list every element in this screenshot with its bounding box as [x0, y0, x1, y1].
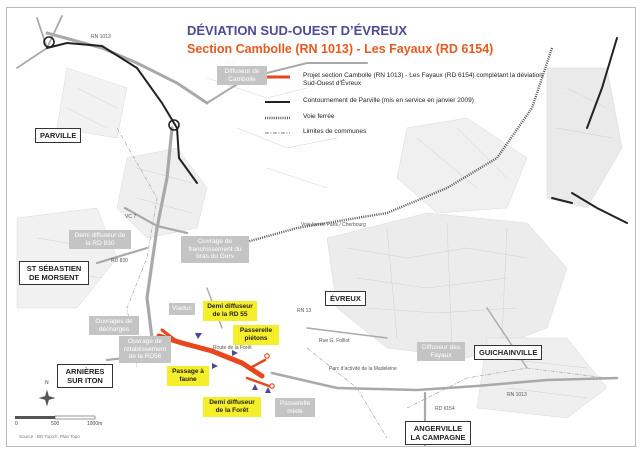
marker-faune [212, 363, 218, 369]
label-diffuseur-fayaux: Diffuseur des Fayaux [417, 342, 465, 361]
road-label-parc-activite: Parc d’activité de la Madeleine [329, 366, 397, 372]
legend-item-project: Projet section Cambolle (RN 1013) - Les Fayaux (RD 6154) complétant la déviation Sud-Ouest d’Évreux [303, 72, 543, 87]
label-demi-diffuseur-rd830: Demi diffuseur de la RD 830 [69, 230, 131, 249]
place-st-sebastien: ST SÉBASTIEN DE MORSENT [19, 261, 89, 285]
label-demi-diffuseur-rd55: Demi diffuseur de la RD 55 [203, 301, 257, 321]
legend-item-limits: Limites de communes [303, 128, 367, 135]
road-label-vc7: VC 7 [125, 214, 137, 220]
road-label-rd6154: RD 6154 [435, 406, 455, 412]
label-diffuseur-cambolle: Diffuseur de Cambolle [217, 66, 267, 85]
label-passerelle-mixte: Passerelle mixte [275, 398, 315, 417]
label-ouvrage-franchissement: Ouvrage de franchissement du bras du Gors [181, 236, 249, 263]
place-arnieres: ARNIÈRES SUR ITON [57, 364, 113, 388]
road-label-rn13: RN 13 [297, 308, 312, 314]
label-ouvrages-decharges: Ouvrages de décharges [89, 316, 139, 335]
map-title: DÉVIATION SUD-OUEST D’ÉVREUX [187, 23, 408, 38]
label-ouvrage-retablissement: Ouvrage de rétablissement de la RD56 [119, 336, 171, 363]
road-label-rn1013-top: RN 1013 [91, 34, 111, 40]
road-label-rue-folliot: Rue G. Folliot [319, 338, 350, 344]
legend-item-railway: Voie ferrée [303, 113, 335, 120]
road-label-railway: Voie ferrée Paris / Cherbourg [301, 222, 366, 228]
label-viaduc: Viaduc [169, 303, 195, 315]
scale-end: 1000m [87, 421, 103, 427]
road-label-rn1013-bottom: RN 1013 [507, 392, 527, 398]
marker-rd55 [195, 333, 202, 339]
scale-zero: 0 [15, 421, 18, 427]
legend-item-bypass: Contournement de Parville (mis en service en janvier 2009) [303, 97, 474, 104]
place-angerville: ANGERVILLE LA CAMPAGNE [405, 421, 471, 445]
marker-foret [252, 384, 258, 390]
compass-north: N [45, 380, 49, 386]
place-parville: PARVILLE [35, 128, 81, 143]
map-frame [6, 7, 636, 447]
scale-bar [15, 416, 95, 419]
road-label-rd830: RD 830 [111, 258, 128, 264]
scale-mid: 500 [51, 421, 60, 427]
place-guichainville: GUICHAINVILLE [474, 345, 542, 360]
road-label-route-foret: Route de la Forêt [213, 345, 252, 351]
source-credit: Source : BD Topo®, Plan Topo [19, 434, 80, 439]
label-passerelle-pietons: Passerelle piétons [233, 325, 279, 345]
label-passage-faune: Passage à faune [167, 366, 209, 386]
map-subtitle: Section Cambolle (RN 1013) - Les Fayaux (RD 6154) [187, 42, 494, 56]
compass-rose [40, 391, 54, 405]
place-evreux: ÉVREUX [325, 291, 366, 306]
label-demi-diffuseur-foret: Demi diffuseur de la Forêt [203, 397, 261, 417]
